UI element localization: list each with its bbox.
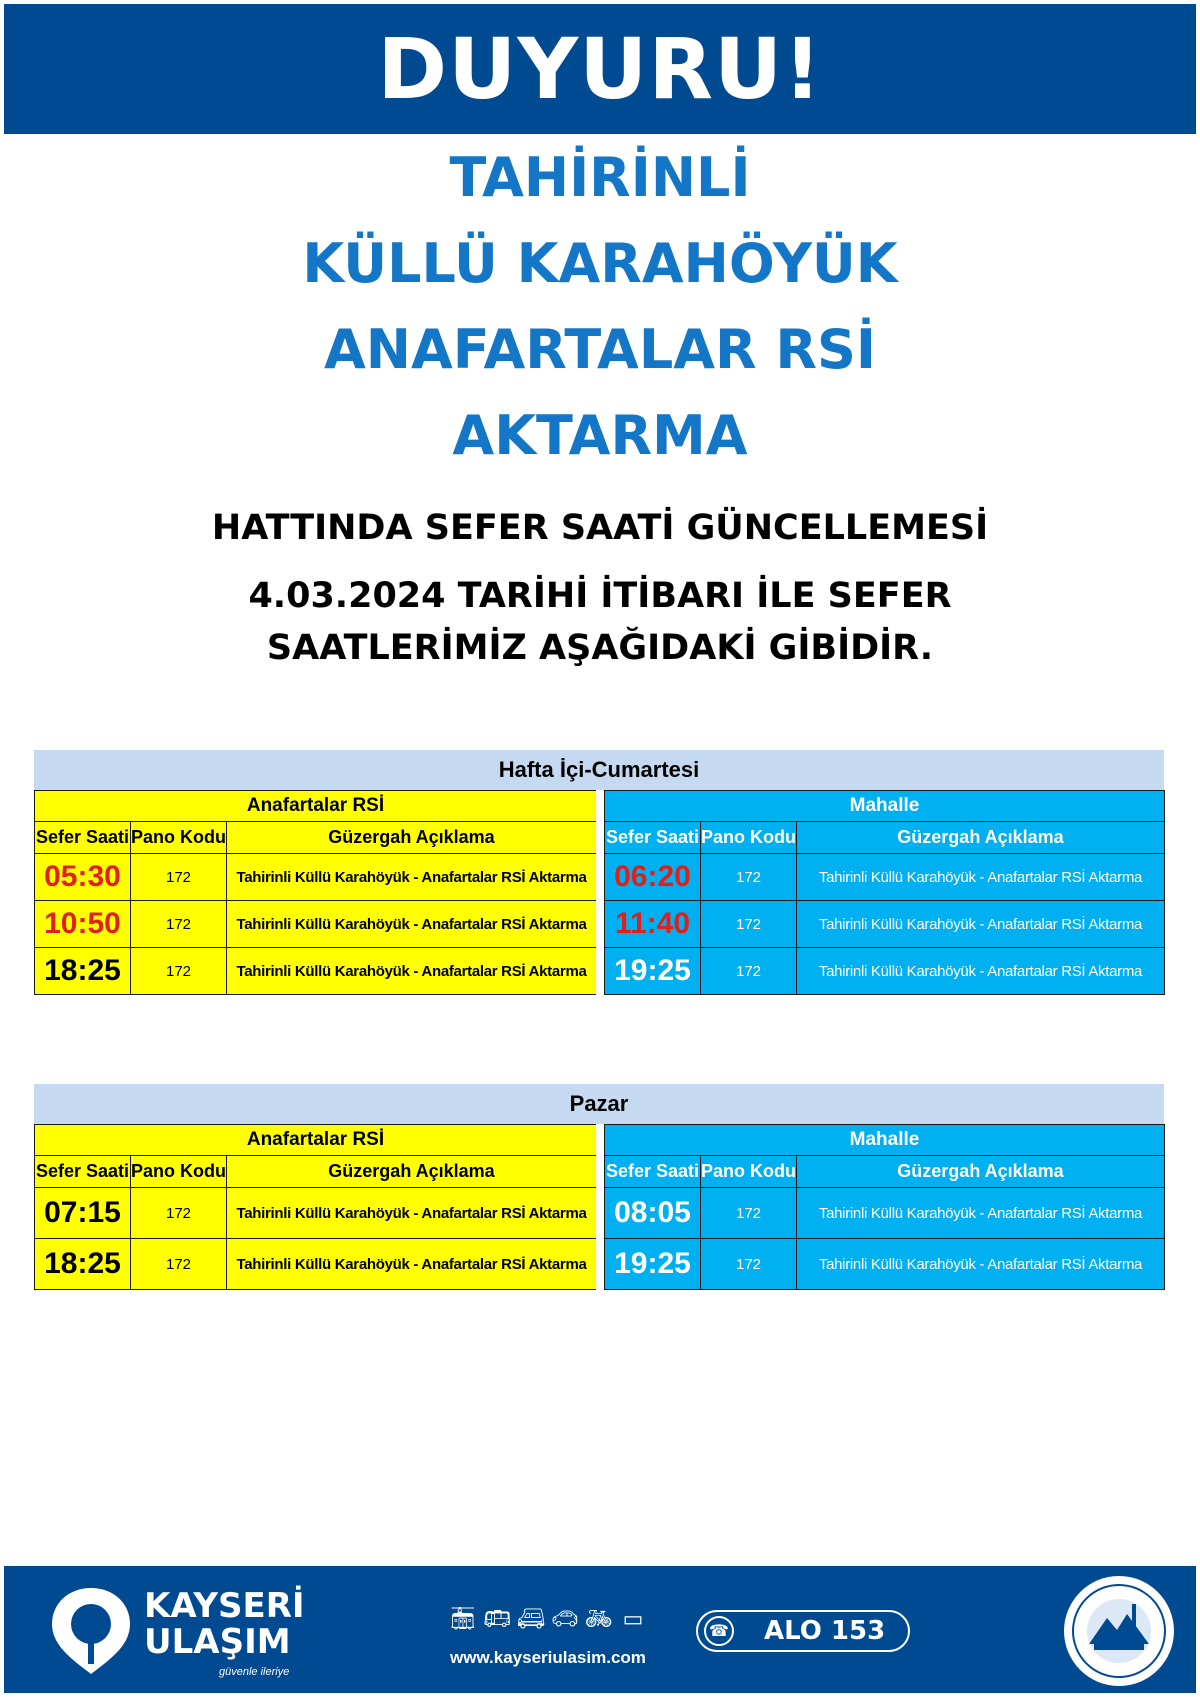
tram-icon: 🚋︎	[449, 1606, 477, 1631]
board-code: 172	[130, 900, 227, 948]
route-description: Tahirinli Küllü Karahöyük - Anafartalar RSİ Aktarma	[226, 1238, 597, 1290]
card-icon: ▭	[622, 1606, 644, 1631]
route-line-3: ANAFARTALAR RSİ	[324, 318, 876, 381]
route-description: Tahirinli Küllü Karahöyük - Anafartalar RSİ Aktarma	[226, 900, 597, 948]
car-icon: 🚗︎	[551, 1606, 579, 1631]
bus-icon: 🚌︎	[483, 1606, 511, 1631]
col-code-header: Pano Kodu	[130, 821, 227, 854]
group-anafartalar: Anafartalar RSİ	[34, 790, 597, 822]
route-description: Tahirinli Küllü Karahöyük - Anafartalar RSİ Aktarma	[796, 1238, 1165, 1290]
departure-time: 05:30	[34, 853, 131, 901]
departure-time: 07:15	[34, 1187, 131, 1239]
brand-line-1: KAYSERİ	[144, 1586, 305, 1626]
board-code: 172	[700, 853, 797, 901]
hotline-number: ALO 153	[764, 1616, 886, 1646]
notice-line-2: SAATLERİMİZ AŞAĞIDAKİ GİBİDİR.	[266, 628, 934, 668]
departure-time: 18:25	[34, 1238, 131, 1290]
board-code: 172	[130, 947, 227, 995]
board-code: 172	[700, 947, 797, 995]
col-code-header: Pano Kodu	[700, 1155, 797, 1188]
minibus-icon: 🚐︎	[517, 1606, 545, 1631]
col-desc-header: Güzergah Açıklama	[226, 821, 597, 854]
brand-tagline: güvenle ileriye	[219, 1666, 290, 1678]
route-line-1: TAHİRİNLİ	[449, 146, 751, 209]
announcement-banner	[4, 4, 1196, 134]
col-desc-header: Güzergah Açıklama	[796, 821, 1165, 854]
board-code: 172	[130, 853, 227, 901]
departure-time: 06:20	[604, 853, 701, 901]
group-anafartalar: Anafartalar RSİ	[34, 1124, 597, 1156]
col-time-header: Sefer Saati	[34, 821, 131, 854]
notice-line-1: 4.03.2024 TARİHİ İTİBARI İLE SEFER	[248, 576, 952, 616]
transport-icons	[450, 1606, 670, 1640]
departure-time: 19:25	[604, 1238, 701, 1290]
group-mahalle: Mahalle	[604, 1124, 1165, 1156]
municipality-seal-icon	[1062, 1574, 1176, 1688]
sunday-schedule	[34, 1084, 1164, 1289]
weekday-schedule	[34, 750, 1164, 994]
phone-icon: ☎	[704, 1616, 734, 1646]
kayseri-ulasim-logo-icon	[48, 1584, 134, 1676]
departure-time: 18:25	[34, 947, 131, 995]
website-link[interactable]: www.kayseriulasim.com	[450, 1648, 646, 1667]
departure-time: 11:40	[604, 900, 701, 948]
col-time-header: Sefer Saati	[604, 1155, 701, 1188]
col-code-header: Pano Kodu	[700, 821, 797, 854]
hotline-badge[interactable]	[696, 1610, 910, 1652]
weekday-title: Hafta İçi-Cumartesi	[34, 750, 1164, 790]
route-description: Tahirinli Küllü Karahöyük - Anafartalar RSİ Aktarma	[226, 1187, 597, 1239]
departure-time: 10:50	[34, 900, 131, 948]
brand-line-2: ULAŞIM	[144, 1622, 291, 1662]
departure-time: 08:05	[604, 1187, 701, 1239]
route-description: Tahirinli Küllü Karahöyük - Anafartalar RSİ Aktarma	[796, 853, 1165, 901]
route-description: Tahirinli Küllü Karahöyük - Anafartalar RSİ Aktarma	[796, 1187, 1165, 1239]
board-code: 172	[130, 1187, 227, 1239]
board-code: 172	[700, 1238, 797, 1290]
banner-title: DUYURU!	[377, 20, 823, 118]
route-description: Tahirinli Küllü Karahöyük - Anafartalar RSİ Aktarma	[226, 947, 597, 995]
bicycle-icon: 🚲︎	[585, 1606, 613, 1631]
update-subtitle: HATTINDA SEFER SAATİ GÜNCELLEMESİ	[211, 508, 989, 548]
board-code: 172	[700, 900, 797, 948]
col-desc-header: Güzergah Açıklama	[796, 1155, 1165, 1188]
route-description: Tahirinli Küllü Karahöyük - Anafartalar RSİ Aktarma	[226, 853, 597, 901]
group-mahalle: Mahalle	[604, 790, 1165, 822]
sunday-title: Pazar	[34, 1084, 1164, 1124]
route-line-4: AKTARMA	[452, 404, 748, 467]
col-time-header: Sefer Saati	[604, 821, 701, 854]
departure-time: 19:25	[604, 947, 701, 995]
board-code: 172	[700, 1187, 797, 1239]
route-line-2: KÜLLÜ KARAHÖYÜK	[302, 232, 898, 295]
col-desc-header: Güzergah Açıklama	[226, 1155, 597, 1188]
route-description: Tahirinli Küllü Karahöyük - Anafartalar RSİ Aktarma	[796, 900, 1165, 948]
footer	[4, 1566, 1196, 1693]
route-description: Tahirinli Küllü Karahöyük - Anafartalar RSİ Aktarma	[796, 947, 1165, 995]
brand-name	[144, 1588, 305, 1660]
col-code-header: Pano Kodu	[130, 1155, 227, 1188]
board-code: 172	[130, 1238, 227, 1290]
col-time-header: Sefer Saati	[34, 1155, 131, 1188]
